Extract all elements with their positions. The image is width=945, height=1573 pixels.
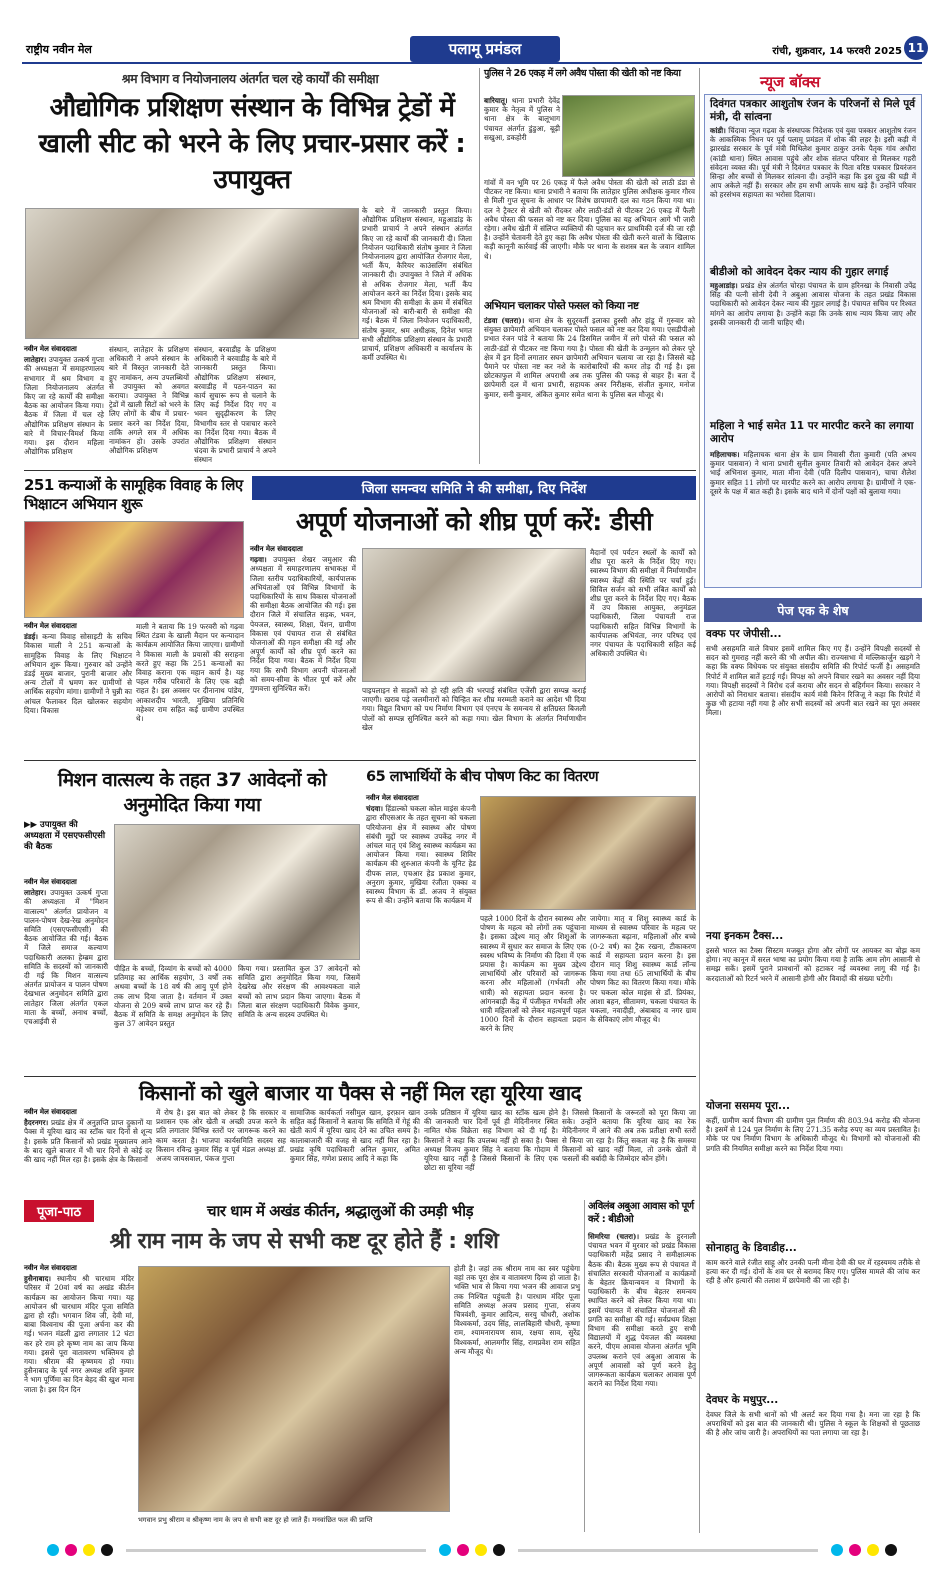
poppy-headline: पुलिस ने 26 एकड़ में लगे अवैध पोस्ता की खेती को नष्ट किया — [484, 68, 681, 79]
yojana-headline: योजना ससमय पूरा... — [706, 1100, 790, 1112]
mission-col-3: किया गया। प्रस्तावित कुल 37 आवेदनों को समिति द्वारा अनुमोदित किया गया, जिसमें देखरेख और संरक्षण की आवश्यकता वाले बच्चों को लाभ प्रदान किया जाएगा। बैठक में जिला बाल संरक्षण पदाधिकारी विवेक कुमार, समिति के अन्य सदस्य उपस्थित थे। — [238, 964, 360, 1020]
mission-subhead: ▶▶ उपायुक्त की अध्यक्षता में एसएफसीएसी की बैठक — [24, 820, 106, 852]
dateline-header: रांची, शुक्रवार, 14 फरवरी 2025 — [772, 46, 902, 57]
mission-photo — [114, 824, 360, 960]
dc-col-2: पाइपलाइन से सड़कों को हो रही क्षति की भरपाई संबंधित एजेंसी द्वारा सम्पन्न कराई जाएगी। खराब पड़े जलमीनारों को चिन्हित कर शीघ्र मरम्मती कराने का आदेश भी दिया गया। विद्युत विभाग को पथ निर्माण विभाग एवं एनएच के समन्वय से क्षतिग्रस्त बिजली पोलों को सम्पन्न सुनिश्चित करने को कहा गया। खेल विभाग के अंतर्गत निर्माणाधीन खेल — [362, 686, 586, 732]
lead-headline: औद्योगिक प्रशिक्षण संस्थान के विभिन्न ट्रेडों में खाली सीट को भरने के लिए प्रचार-प्रसार करें : उपायुक्त — [38, 93, 466, 195]
lead-col-2: संस्थान, लातेहार के प्रशिक्षण अधिकारी ने अपने संस्थान के बारे में विस्तृत जानकारी देते हुए नामांकन, अन्य उपलब्धियों से उपायुक्त को अवगत कराया। उपायुक्त ने विभिन्न ट्रेडों में खाली सिटों को भरने के लिए लोगों के बीच में प्रचार-प्रसार करने का निर्देश दिया, ताकि अगले सत्र में अधिक नामांकन हो। उसके उपरांत औद्योगिक प्रशिक्षण — [109, 345, 189, 456]
dc-col-1: नवीन मेल संवाददाता गढ़वा। उपायुक्त शेखर जमुआर की अध्यक्षता में समाहरणालय सभाकक्ष में जिला स्तरीय पदाधिकारियों, कार्यपालक अभियंताओं एवं विभिन्न विभागों के पदाधिकारियों के साथ विकास योजनाओं की समीक्षा बैठक आयोजित की गई। इस दौरान जिले में संचालित सड़क, भवन, पेयजल, स्वास्थ्य, शिक्षा, पेंशन, ग्रामीण विकास एवं पंचायत राज से संबंधित योजनाओं की गहन समीक्षा की गई और अपूर्ण कार्यों को शीघ्र पूर्ण करने का निर्देश दिया गया। बैठक में निर्देश दिया गया कि सभी विभाग अपनी योजनाओं को समय-सीमा के भीतर पूर्ण करें और गुणवत्ता सुनिश्चित करें। — [250, 545, 356, 694]
lead-col-4: के बारे में जानकारी प्रस्तुत किया। औद्योगिक प्रशिक्षण संस्थान, महुआडांड़ के प्रभारी प्राचार्य ने अपने संस्थान अंतर्गत किए जा रहे कार्यों की जानकारी दी। जिला नियोजन पदाधिकारी संतोष कुमार ने जिला नियोजनालय द्वारा आयोजित रोजगार मेला, भर्ती कैंप, कैरियर काउंसलिंग संबंधित जानकारी दी। उपायुक्त ने जिले में अधिक से अधिक रोजगार मेला, भर्ती कैंप आयोजन करने का निर्देश दिया। इसके बाद श्रम विभाग की समीक्षा के क्रम में संबंधित योजनाओं को बारी-बारी से समीक्षा की गई। बैठक में जिला नियोजन पदाधिकारी, संतोष कुमार, श्रम अधीक्षक, दिनेश भगत सभी औद्योगिक प्रशिक्षण संस्थान के प्रभारी प्राचार्य, प्रशिक्षण अधिकारी व कार्यालय के कर्मी उपस्थित थे। — [362, 206, 472, 363]
news-box-title: न्यूज बॉक्स — [760, 73, 821, 91]
dc-banner: जिला समन्वय समिति ने की समीक्षा, दिए निर्देश — [252, 476, 696, 500]
dev-headline: देवघर के मधुपुर... — [706, 1394, 779, 1406]
poppy-intro: बारियातू। थाना प्रभारी देवेंद्र कुमार के नेतृत्व में पुलिस ने थाना क्षेत्र के बालूभाग पंचायत अंतर्गत डुंडुआ, बूढ़ी सखुआ, डकहोरी — [484, 96, 560, 142]
puja-banner: चार धाम में अखंड कीर्तन, श्रद्धालुओं की उमड़ी भीड़ — [206, 1202, 474, 1220]
registration-bar — [22, 1542, 922, 1558]
wakf-headline: वक्फ पर जेपीसी... — [706, 628, 782, 640]
urea-col-5: है। जिससे किसानों के जरूरतों को पूरा किया जा सके। उन्होंने बताया कि यूरिया खाद का रेक मेदिनीनगर में आने की अब तक प्रतीक्षा सभी स्तरों से किया जा रहा है। किंतु सकता वह है कि समस्या किसानों को खाद नहीं मिला, तो उनके खेतों में फसलों की बर्बादी के जिम्मेदार कौन होंगे। — [562, 1108, 696, 1164]
section-title: पलामू प्रमंडल — [410, 36, 560, 62]
newspaper-name: राष्ट्रीय नवीन मेल — [26, 43, 92, 56]
dev-body: देवघर जिले के सभी थानों को भी अलर्ट कर दिया गया है। मना जा रहा है कि अपराधियों को इस बात की जानकारी थी। पुलिस ने स्कूल के शिक्षकों से पूछताछ की है और जांच जारी है। अपराधियों का पता लगाया जा रहा है। — [706, 1410, 920, 1438]
urea-col-1: नवीन मेल संवाददाता हैदरनगर। प्रखंड क्षेत्र में अनुज्ञप्ति प्राप्त दुकानों या पैक्स में यूरिया खाद का स्टॉक चार दिनों से शून्य है। इसके प्रति किसानों को प्रखंड मुख्यालय आने के बाद खुले बाजार में भी चार दिनों से कोई दर की खाद नहीं मिल रहा है। इसके क्षेत्र के किसानों — [24, 1108, 152, 1165]
awas-headline: अविलंब अबुआ आवास को पूर्ण करें : बीडीओ — [588, 1201, 694, 1225]
s3-headline: महिला ने भाई समेत 11 पर मारपीट करने का लगाया आरोप — [710, 420, 914, 445]
dc-col-3: मैदानों एवं पर्यटन स्थलों के कार्यों को शीघ्र पूरा करने के निर्देश दिए गए। स्वास्थ्य विभाग की समीक्षा में निर्माणाधीन स्वास्थ्य केंद्रों की स्थिति पर चर्चा हुई। सिविल सर्जन को सभी लंबित कार्यों को शीघ्र पूरा करने के निर्देश दिए गए। बैठक में उप विकास आयुक्त, अनुमंडल पदाधिकारी, जिला पंचायती राज पदाधिकारी सहित विभिन्न विभागों के कार्यपालक अभियंता, नगर परिषद एवं नगर पंचायत के पदाधिकारी सहित कई अधिकारी उपस्थित थे। — [590, 548, 696, 659]
marriage-photo — [24, 521, 244, 618]
puja-headline: श्री राम नाम के जप से सभी कष्ट दूर होते हैं : शशि — [109, 1229, 499, 1254]
marriage-headline: 251 कन्याओं के सामूहिक विवाह के लिए भिक्षाटन अभियान शुरू — [24, 476, 243, 513]
awas-body: सिमरिया (चतरा)। प्रखंड के हुरनाली पंचायत भवन में मुरवार को प्रखंड विकास पदाधिकारी महेंद्र प्रसाद ने समीक्षात्मक बैठक की। बैठक मुख्य रूप से पंचायत में संचालित सरकारी योजनाओं व कार्यक्रमों के बेहतर क्रियान्वयन व विभागों के पदाधिकारी के बीच बेहतर समन्वय स्थापित करने को लेकर किया गया था। इसमें पंचायत में संचालित योजनाओं की प्रगति का समीक्षा की गई। सर्वप्रथम शिक्षा विभाग की समीक्षा करते हुए सभी विद्यालयों में शुद्ध पेयजल की व्यवस्था करने, पीएम आवास योजना अंतर्गत भूमि उपलब्ध कराने एवं अबुआ आवास के अपूर्ण आवासों को पूर्ण करने हेतु जागरूकता कार्यक्रम चलाकर आवास पूर्ण कराने का निर्देश दिया गया। — [588, 1232, 696, 1389]
nutrition-col-1: नवीन मेल संवाददाता चंदवा। हिंडाल्को चकला कोल माइंस कंपनी द्वारा सीएसआर के तहत सूचना को चकला परियोजना क्षेत्र में स्वास्थ्य और पोषण संबंधी मुद्दों पर स्वास्थ्य उपकेंद्र नगर में आंचल मातृ एवं शिशु स्वास्थ्य कार्यक्रम का आयोजन किया गया। स्वास्थ्य शिविर कार्यक्रम की शुरुआत कंपनी के यूनिट हेड दीपक लाल, एचआर हेड प्रकाश कुमार, अनुराग कुमार, मुखिया रंजीता एक्का व स्वास्थ्य विभाग के डॉ. अजय ने संयुक्त रूप से की। उन्होंने बताया कि कार्यक्रम में — [366, 794, 476, 906]
chandwa-headline: अभियान चलाकर पोस्ते फसल को किया नष्ट — [484, 300, 639, 312]
mission-col-1: नवीन मेल संवाददाता लातेहार। उपायुक्त उत्कर्ष गुप्ता की अध्यक्षता में "मिशन वात्सल्य" अंतर्गत प्रायोजन व पालन-पोषण देख-रेख अनुमोदन समिति (एसएफसीएसी) की बैठक आयोजित की गई। बैठक में जिले समाज कल्याण पदाधिकारी अलका हेम्ब्रम द्वारा समिति के सदस्यों को जानकारी दी गई कि मिशन वात्सल्य अंतर्गत प्रायोजन व पालन पोषण देखभाल अनुमोदन समिति द्वारा लातेहार जिला अंतर्गत एकल माता के बच्चों, अनाथ बच्चों, एचआईवी से — [24, 878, 108, 1027]
poppy-body: गांवों में वन भूमि पर 26 एकड़ में फैले अवैध पोस्ता की खेती को लाठी डंडा से पीटकर नष्ट किया। थाना प्रभारी ने बताया कि लातेहार पुलिस अधीक्षक कुमार गौरव से मिली गुप्त सूचना के आधार पर विशेष छापामारी दल का गठन किया गया था। दल ने ट्रैक्टर से खेती को रौंदकर और लाठी-डंडों से पीटकर 26 एकड़ में फैली अवैध पोस्ता की फसल को नष्ट कर दिया। पुलिस का यह अभियान आगे भी जारी रहेगा। अवैध खेती में संलिप्त व्यक्तियों की पहचान कर प्राथमिकी दर्ज की जा रही है। उन्होंने चेतावनी देते हुए कहा कि अवैध पोस्ता की खेती करने वालों के खिलाफ कड़ी कानूनी कार्रवाई की जाएगी। मौके पर थाना के सशस्त्र बल के जवान शामिल थे। — [484, 178, 695, 261]
dc-photo — [362, 548, 586, 682]
sona-body: काम करने वाले रंजीत साहू और उनकी पत्नी मीना देवी की घर में रहस्यमय तरीके से हत्या कर दी गई। दोनों के शव घर से बरामद किए गए। पुलिस मामले की जांच कर रही है और हत्यारों की तलाश में छापेमारी की जा रही है। — [706, 1258, 920, 1286]
sona-headline: सोनाहातु के डिवाडीह... — [706, 1242, 797, 1254]
s2-headline: बीडीओ को आवेदन देकर न्याय की गुहार लगाई — [710, 266, 889, 278]
s3-body: महिलाचक। महिलाचक थाना क्षेत्र के ग्राम निवासी रीता कुमारी (पति अभय कुमार पासवान) ने थाना प्रभारी सुनील कुमार तिवारी को आवेदन देकर अपने भाई अभिनाश कुमार, माता मीना देवी (पति दिलीप पासवान), चाचा शैलेश कुमार सहित 11 लोगों पर मारपीट करने का आरोप लगाया है। ग्रामीणों ने एक-दूसरे के पक्ष में बात कही है। इसके बाद थाने में दोनों पक्षों को बुलाया गया। — [710, 450, 916, 496]
puja-tag: पूजा-पाठ — [24, 1200, 94, 1222]
s1-headline: दिवंगत पत्रकार आशुतोष रंजन के परिजनों से मिले पूर्व मंत्री, दी सांत्वना — [710, 98, 916, 123]
wakf-body: सभी असहमति वाले विचार इसमें शामिल किए गए हैं। उन्होंने विपक्षी सदस्यों से सदन को गुमराह नहीं करने की भी अपील की। राज्यसभा में मल्लिकार्जुन खड़गे ने कहा कि वक्फ विधेयक पर संयुक्त संसदीय समिति की रिपोर्ट फर्जी है। असहमति रिपोर्ट में शामिल बातें हटाई गईं। विपक्ष को अपने विचार रखने का अवसर नहीं दिया गया। विपक्षी सदस्यों ने विरोध दर्ज कराया और सदन से बहिर्गमन किया। सरकार ने आरोपों को निराधार बताया। संसदीय कार्य मंत्री किरेन रिजिजू ने कहा कि रिपोर्ट में कुछ भी हटाया नहीं गया है और सभी सदस्यों को अपनी बात रखने का पूरा अवसर मिला। — [706, 644, 920, 718]
page-one-remainder-banner: पेज एक के शेष — [704, 598, 922, 622]
puja-caption: भगवान प्रभु श्रीराम व श्रीकृष्ण नाम के जप से सभी कष्ट दूर हो जाते हैं। मनवांछित फल की प्राप्ति — [138, 1516, 373, 1524]
marriage-col-2: माली ने बताया कि 19 फरवरी को गढ़वा स्थित टंडवा के खाली मैदान पर कन्यादान कार्यक्रम आयोजित किया जाएगा। ग्रामीणों ने विकास माली के प्रयासों की सराहना करते हुए कहा कि 251 कन्याओं का विवाह कराना एक महान कार्य है। यह पहल गरीब परिवारों के लिए एक बड़ी राहत है। इस अवसर पर दीनानाथ पांडेय, आकाशदीप भारती, मुखिया प्रतिनिधि महेश्वर राम सहित कई ग्रामीण उपस्थित थे। — [136, 622, 244, 724]
urea-col-4: उनके प्रतिष्ठान में यूरिया खाद का स्टॉक खत्म होने की जानकारी चार दिनों पूर्व ही मेदिनीनगर स्थित नामित थोक विक्रेता सह विभाग को दी गई है। किसानों ने कहा कि उपलब्ध नहीं हो सका है। पैक्स अध्यक्ष विजय कुमार सिंह ने बताया कि गोदाम में यूरिया खाद नहीं है जिससे किसानों के लिए एक छोटा सा यूरिया नहीं — [424, 1108, 558, 1173]
puja-col-1: नवीन मेल संवाददाता हुसैनाबाद। स्थानीय श्री चारधाम मंदिर परिसर में 20वां वर्ष का अखंड कीर्तन कार्यक्रम का आयोजन किया गया। यह आयोजन श्री चारधाम मंदिर पूजा समिति द्वारा हो रही। भगवान शिव जी, देवी मां, बाबा विश्वनाथ की पूजा अर्चना कर की गई। भजन मंडली द्वारा लगातार 12 घंटा कर हरे राम हरे कृष्ण नाम का जाप किया गया। इससे पूरा वातावरण भक्तिमय हो गया। श्रीराम की कृष्णमय हो गया। हुसैनाबाद के पूर्व नगर अध्यक्ष शशि कुमार ने भाग पूर्णिमा का दिन बेहद की खुश माना जाता है। इस दिन दिन — [24, 1264, 134, 1394]
yojana-body: कहीं, ग्रामीण कार्य विभाग की ग्रामीण पुल निर्माण की 803.94 करोड़ की योजना है। इसमें से 124 पुल निर्माण के लिए 271.35 करोड़ रुपए का व्यय प्रस्तावित है। मौके पर पथ निर्माण विभाग के अधिकारी मौजूद थे। विभागों को योजनाओं की प्रगति की नियमित समीक्षा करने का निर्देश दिया गया। — [706, 1116, 920, 1153]
lead-kicker: श्रम विभाग व नियोजनालय अंतर्गत चल रहे कार्यों की समीक्षा — [121, 71, 379, 86]
mission-col-2: पीड़ित के बच्चों, दिव्यांग के बच्चों को 4000 प्रतिमाह का आर्थिक सहयोग, 3 वर्षों तक अथवा बच्चों के 18 वर्ष की आयु पूर्ण होने तक लाभ दिया जाता है। वर्तमान में उक्त योजना से 209 बच्चे लाभ प्राप्त कर रहे हैं। बैठक में समिति के समक्ष अनुमोदन के लिए कुल 37 आवेदन प्रस्तुत — [114, 964, 232, 1029]
mission-headline: मिशन वात्सल्य के तहत 37 आवेदनों को अनुमोदित किया गया — [57, 769, 327, 816]
lead-photo — [25, 208, 359, 339]
lead-col-3: संस्थान, बरवाडीह के प्रशिक्षण अधिकारी ने बरवाडीह के बारे में जानकारी प्रस्तुत किया। औद्योगिक प्रशिक्षण संस्थान, बरवाडीह में पठन-पाठन का कार्य सुचारू रूप से चलाने के लिए कई निर्देश दिए गए व भवन सुदृढ़ीकरण के लिए विभागीय स्तर से पत्राचार करने का निर्देश दिया गया। बैठक में औद्योगिक प्रशिक्षण संस्थान चंदवा के प्रभारी प्राचार्य ने अपने संस्थान — [194, 345, 276, 465]
arrow-icon: ▶▶ — [24, 820, 41, 830]
masthead — [22, 34, 925, 64]
page-number: 11 — [904, 36, 928, 60]
dc-headline: अपूर्ण योजनाओं को शीघ्र पूर्ण करें: डीसी — [295, 507, 653, 536]
s2-body: महुआडांड़। प्रखंड क्षेत्र अंतर्गत चोरहा पंचायत के ग्राम हरिनखा के निवासी उपेंद्र सिंह की पत्नी सोनी देवी ने अबुआ आवास योजना के तहत प्रखंड विकास पदाधिकारी को आवेदन देकर न्याय की गुहार लगाई है। पंचायत सचिव पर रिश्वत मांगने का आरोप लगाया है। उन्होंने कहा कि उनके साथ न्याय किया जाए और इसकी जानकारी दी जानी चाहिए थी। — [710, 281, 916, 327]
poppy-photo — [562, 95, 695, 177]
puja-photo — [138, 1266, 450, 1512]
s1-body: कांडी। चिंदावा न्यूज गढ़वा के संस्थापक निदेशक एवं युवा पत्रकार आशुतोष रंजन के आकस्मिक निधन पर पूर्व पलामू प्रमंडल में शोक की लहर है। इसी कड़ी में झारखंड सरकार के पूर्व मंत्री मिथिलेश कुमार ठाकुर उनके पैतृक गांव अधौरा (कांडी थाना) स्थित आवास पहुंचे और शोक संतप्त परिवार से मिलकर गहरी संवेदना व्यक्त की। पूर्व मंत्री ने दिवंगत पत्रकार के पिता वरिष्ठ पत्रकार प्रियरंजन सिन्हा और बच्चों से मिलकर सांत्वना दी। उन्होंने कहा कि इस दुख की घड़ी में आप अकेले नहीं हैं। सरकार और हम सभी आपके साथ खड़े हैं। उन्होंने परिवार को हरसंभव सहायता का भरोसा दिलाया। — [710, 126, 916, 200]
puja-col-2: होती है। जहां तक श्रीराम नाम का स्वर पहुंचेगा वहां तक पूरा क्षेत्र व वातावरण दिव्य हो जाता है। भक्ति भाव से किया गया भजन की आवाज प्रभु तक निश्चित पहुंचती है। पारधाम मंदिर पूजा समिति अध्यक्ष अजय प्रसाद गुप्ता, संजय चित्रवंशी, कुमार आदित्य, सरयु चौधरी, अशोक विश्वकर्मा, उदय सिंह, लालबिहारी चौधरी, कृष्णा राम, श्यामनारायण साव, रक्षया साव, सुरेंद्र विश्वकर्मा, आलमगीर सिंह, रामप्रवेश राम सहित अन्य मौजूद थे। — [454, 1264, 580, 1356]
urea-headline: किसानों को खुले बाजार या पैक्स से नहीं मिल रहा यूरिया खाद — [138, 1081, 582, 1105]
nutrition-headline: 65 लाभार्थियों के बीच पोषण किट का वितरण — [366, 769, 599, 785]
nutrition-photo — [480, 796, 696, 910]
chandwa-body: टंडवा (चतरा)। थाना क्षेत्र के सुदूरवर्ती इलाका हुस्सी और हांडू में गुरुवार को संयुक्त छापेमारी अभियान चलाकर पोस्ते फसल को नष्ट कर दिया गया। एसडीपीओ प्रभात रंजन पांडे ने बताया कि 24 डिसमिल जमीन में लगे पोस्ते की फसल को लाठी-डंडों से पीटकर नष्ट किया गया है। पोस्ता की खेती के उन्मूलन को लेकर पूरे क्षेत्र में इन दिनों लगातार सघन छापेमारी अभियान चलाया जा रहा है। जिससे बड़े पैमाने पर पोस्ता नष्ट कर नशे के कारोबारियों की कमर तोड़ दी गई है। इस छोटकाफुल में शामिल अपराधी अब तक पुलिस की पकड़ से बाहर हैं। बता दें छापेमारी दल में थाना प्रभारी, सहायक अवर निरीक्षक, संजीत कुमार, मनोज कुमार, सनी कुमार, अंकित कुमार समेत थाना के पुलिस बल मौजूद थे। — [484, 316, 695, 399]
lead-col-1: नवीन मेल संवाददाता लातेहार। उपायुक्त उत्कर्ष गुप्ता की अध्यक्षता में समाहरणालय सभागार में श्रम विभाग व जिला नियोजनालय अंतर्गत किए जा रहे कार्यों की समीक्षा बैठक का आयोजन किया गया। बैठक में जिला में चल रहे औद्योगिक प्रशिक्षण संस्थान के बारे में विचार-विमर्श किया गया। इस दौरान महिला औद्योगिक प्रशिक्षण — [24, 345, 104, 457]
urea-col-2: में रोष है। इस बात को लेकर है कि सरकार व प्रशासन एक ओर खेती व अच्छी उपज करने के प्रति लगातार विभिन्न स्तरों पर जागरूक करने का काम करता है। भाजपा कार्यसमिति सदस्य सह किसान रविन्द्र कुमार सिंह व पूर्व मंडल अध्यक्ष डॉ. अजय जायसवाल, पंकज गुप्ता — [156, 1108, 286, 1164]
tax-body: इससे भारत का टैक्स सिस्टम मजबूत होगा और लोगों पर आयकर का बोझ कम होगा। नए कानून में सरल भाषा का प्रयोग किया गया है ताकि आम लोग आसानी से समझ सकें। इसमें पुराने प्रावधानों को हटाकर नई व्यवस्था लागू की गई है। करदाताओं को रिटर्न भरने में आसानी होगी और विवादों की संख्या घटेगी। — [706, 946, 920, 983]
urea-col-3: सामाजिक कार्यकर्ता नसीमुल खान, इरफ़ान खान सहित कई किसानों ने बताया कि समिति में गेहूं की खेती कार्य में यूरिया खाद देने का उचित समय है। कालाबाजारी की वजह से खाद नहीं मिल रहा है। प्रखंड कृषि पदाधिकारी अनिल कुमार, अमित कुमार सिंह, गणेश प्रसाद आदि ने कहा कि — [290, 1108, 420, 1164]
nutrition-col-3: जायेगा। मातृ व शिशु स्वास्थ्य कार्ड के माध्यम से स्वास्थ्य परिवार के महत्व पर जागरूकता बढ़ाना, महिलाओं और बच्चे (0-2 वर्ष) का ट्रैक रखना, टीकाकरण कार्ड में सहायता प्रदान करना है। इस दौरान मातृ शिशु स्वास्थ्य कार्ड लॉन्च किया गया तथा 65 लाभार्थियों के बीच पोषण किट का वितरण किया गया। मौके पर चकला कोल माइंस से डॉ. प्रियंका, आशा बहन, सीतामण, चकला पंचायत के चकला, नवादीही, अंबाबाद व नगर ग्राम के सेविकाएं लोग मौजूद थे। — [590, 914, 696, 1025]
marriage-col-1: नवीन मेल संवाददाता डंडई। कन्या विवाह सोसाइटी के सचिव विकास माली ने 251 कन्याओं के सामूहिक विवाह के लिए भिक्षाटन अभियान शुरू किया। गुरुवार को उन्होंने डंडई मुख्य बाजार, पुरानी बाजार और अन्य टोलों में भ्रमण कर ग्रामीणों से आर्थिक सहयोग मांगा। ग्रामीणों ने चुन्नी का आंचल फैलाकर दिल खोलकर सहयोग दिया। विकास — [24, 622, 132, 715]
tax-headline: नया इनकम टैक्स... — [706, 930, 784, 942]
nutrition-col-2: पहले 1000 दिनों के दौरान स्वास्थ्य और पोषण के महत्व को लोगों तक पहुंचाना है। इसका उद्देश्य मातृ और शिशुओं के स्वास्थ्य में सुधार कर समाज के लिए एक स्वस्थ भविष्य के निर्माण की दिशा में एक प्रयास है। कार्यक्रम का मुख्य उद्देश्य लाभार्थियों और परिवारों को जागरूक करना और महिलाओं (गर्भवती और धात्री) को सहायता प्रदान करना है। आंगनबाड़ी केंद्र में पंजीकृत गर्भवती और धात्री महिलाओं को लेकर महत्वपूर्ण पहल 1000 दिनों के दौरान सहायता प्रदान करने के लिए — [480, 914, 586, 1034]
